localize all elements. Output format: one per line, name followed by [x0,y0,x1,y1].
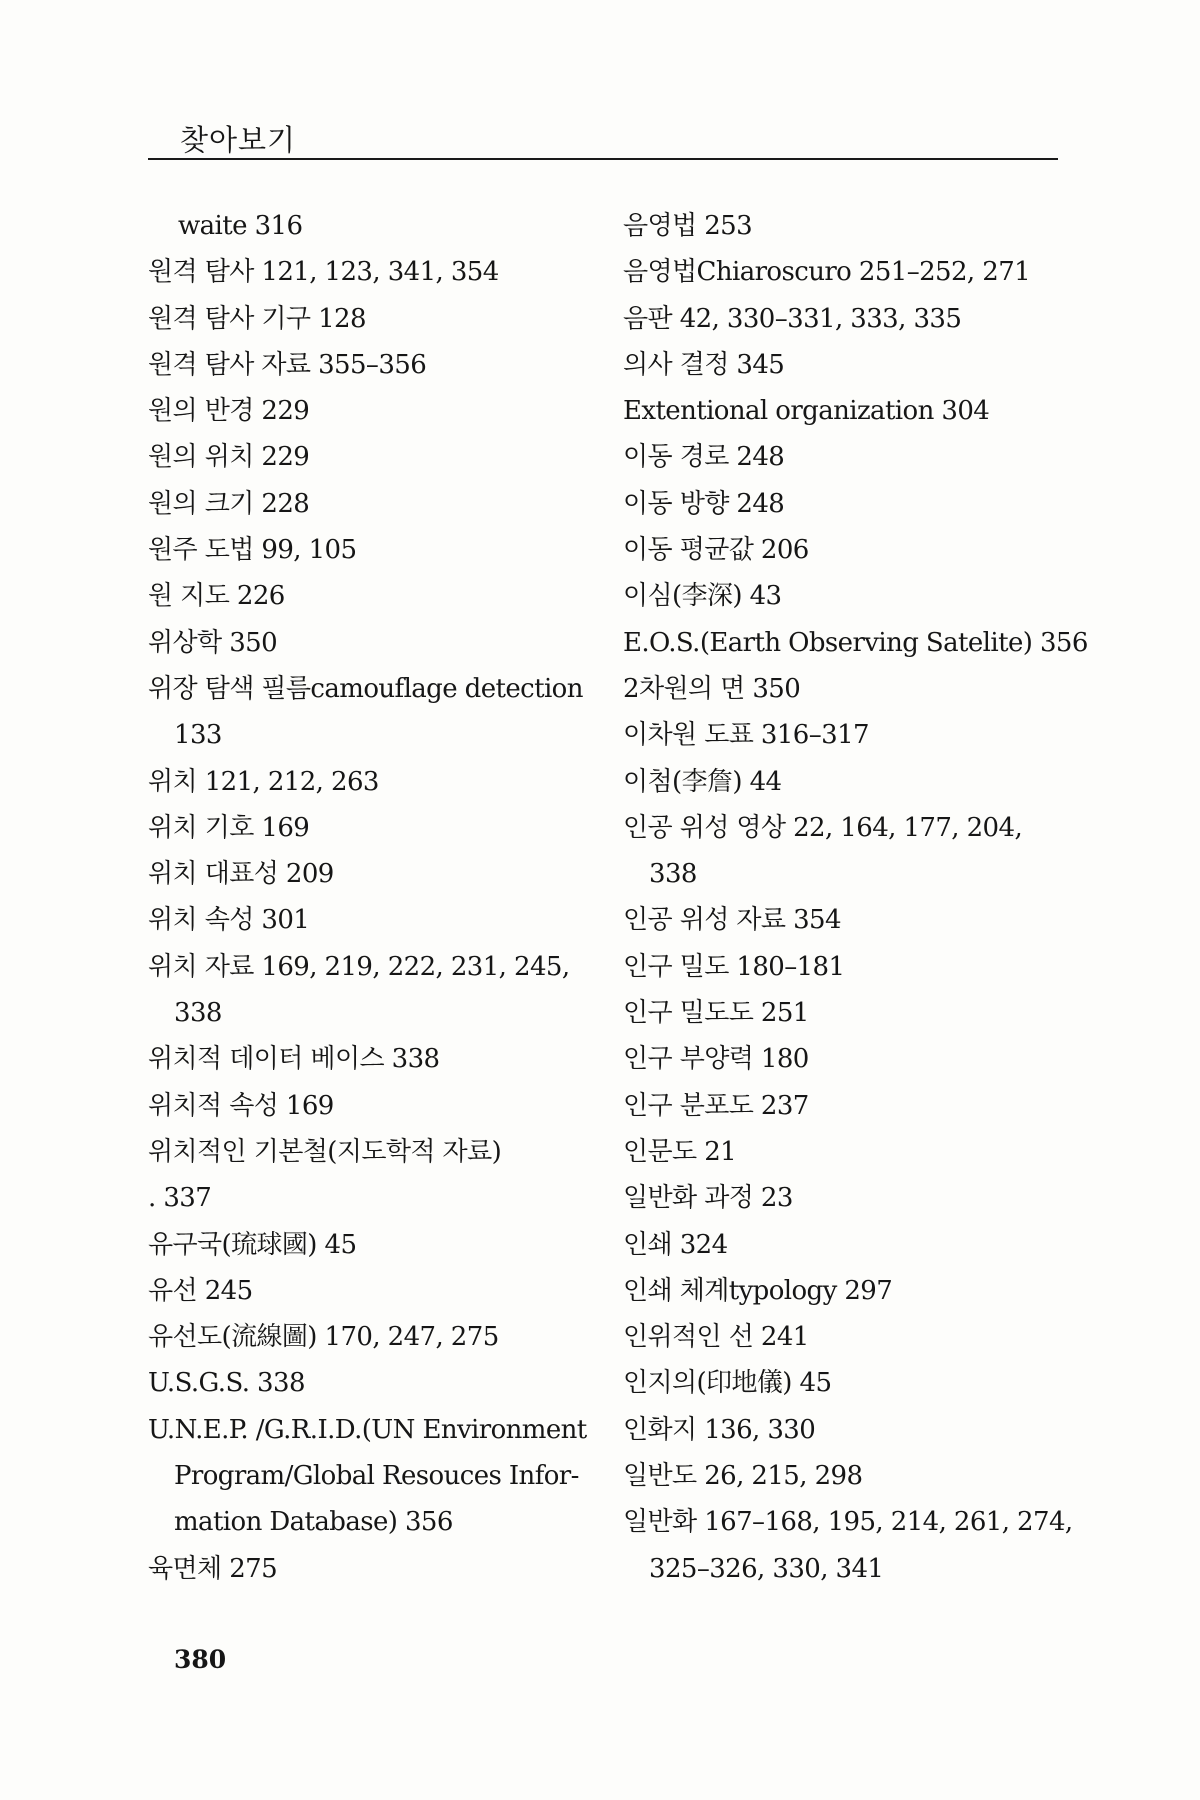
index-entry: 위장 탐색 필름camouflage detection [148,673,583,704]
index-entry: 인구 분포도 237 [623,1090,809,1121]
index-entry: 이동 방향 248 [623,488,785,519]
index-column-right [623,203,1088,1592]
index-entry-continuation: . 337 [148,1183,212,1214]
index-entry: 인위적인 선 241 [623,1322,809,1353]
index-entry: 2차원의 면 350 [623,673,801,704]
index-entry-continuation: 325–326, 330, 341 [649,1553,884,1584]
index-entry: 위치 기호 169 [148,812,310,843]
index-entry: 일반화 167–168, 195, 214, 261, 274, [623,1507,1073,1538]
index-entry: 위치 속성 301 [148,905,310,936]
index-entry: 위치적 속성 169 [148,1090,334,1121]
index-entry: 원주 도법 99, 105 [148,535,357,566]
index-entry: 인공 위성 자료 354 [623,905,841,936]
index-entry: 음판 42, 330–331, 333, 335 [623,303,962,334]
index-entry: 인화지 136, 330 [623,1414,816,1445]
index-entry: 인지의(印地儀) 45 [623,1368,832,1399]
index-entry: Extentional organization 304 [623,396,990,427]
index-entry: 위치 대표성 209 [148,859,334,890]
index-entry-continuation: mation Database) 356 [174,1507,453,1538]
index-entry: 원의 크기 228 [148,488,310,519]
index-entry: 위치 자료 169, 219, 222, 231, 245, [148,951,570,982]
index-entry: U.N.E.P. /G.R.I.D.(UN Environment [148,1414,587,1445]
index-entry: 인구 부양력 180 [623,1044,809,1075]
index-entry-continuation: Program/Global Resouces Infor- [174,1461,579,1492]
index-entry: 원 지도 226 [148,581,285,612]
index-entry: 의사 결정 345 [623,349,785,380]
index-entry: 일반도 26, 215, 298 [623,1461,863,1492]
index-entry: 인문도 21 [623,1136,737,1167]
index-entry-continuation: 338 [649,859,697,890]
index-entry: 위치적 데이터 베이스 338 [148,1044,440,1075]
index-entry-continuation: 133 [174,720,222,751]
index-entry: 일반화 과정 23 [623,1183,793,1214]
index-entry: 인쇄 324 [623,1229,728,1260]
index-entry: 원격 탐사 자료 355–356 [148,349,427,380]
index-entry: waite 316 [178,211,303,241]
index-entry: 위치적인 기본철(지도학적 자료) [148,1136,502,1167]
index-entry: 인공 위성 영상 22, 164, 177, 204, [623,812,1023,843]
index-entry: 이동 평균값 206 [623,535,809,566]
index-entry: U.S.G.S. 338 [148,1368,305,1399]
index-entry: 위상학 350 [148,627,278,658]
index-entry: 이차원 도표 316–317 [623,720,869,751]
index-entry: 원격 탐사 기구 128 [148,303,366,334]
index-entry-continuation: 338 [174,998,222,1029]
header-rule [148,158,1058,160]
page-number: 380 [174,1645,227,1674]
index-entry: 육면체 275 [148,1553,278,1584]
index-entry: 유선도(流線圖) 170, 247, 275 [148,1322,499,1353]
index-entry: 음영법 253 [623,211,753,241]
index-entry: 인구 밀도도 251 [623,998,809,1029]
index-entry: 이첨(李詹) 44 [623,766,782,797]
index-entry: 인구 밀도 180–181 [623,951,845,982]
index-entry: 인쇄 체계typology 297 [623,1275,893,1306]
index-entry: 음영법Chiaroscuro 251–252, 271 [623,257,1031,288]
index-entry: 위치 121, 212, 263 [148,766,379,797]
index-entry: 원의 위치 229 [148,442,310,473]
index-entry: E.O.S.(Earth Observing Satelite) 356 [623,627,1088,658]
index-column-left [148,203,596,1592]
index-entry: 이동 경로 248 [623,442,785,473]
index-entry: 원의 반경 229 [148,396,310,427]
index-entry: 이심(李深) 43 [623,581,782,612]
index-entry: 원격 탐사 121, 123, 341, 354 [148,257,499,288]
index-entry: 유구국(琉球國) 45 [148,1229,357,1260]
running-head: 찾아보기 [180,123,297,157]
index-entry: 유선 245 [148,1275,253,1306]
